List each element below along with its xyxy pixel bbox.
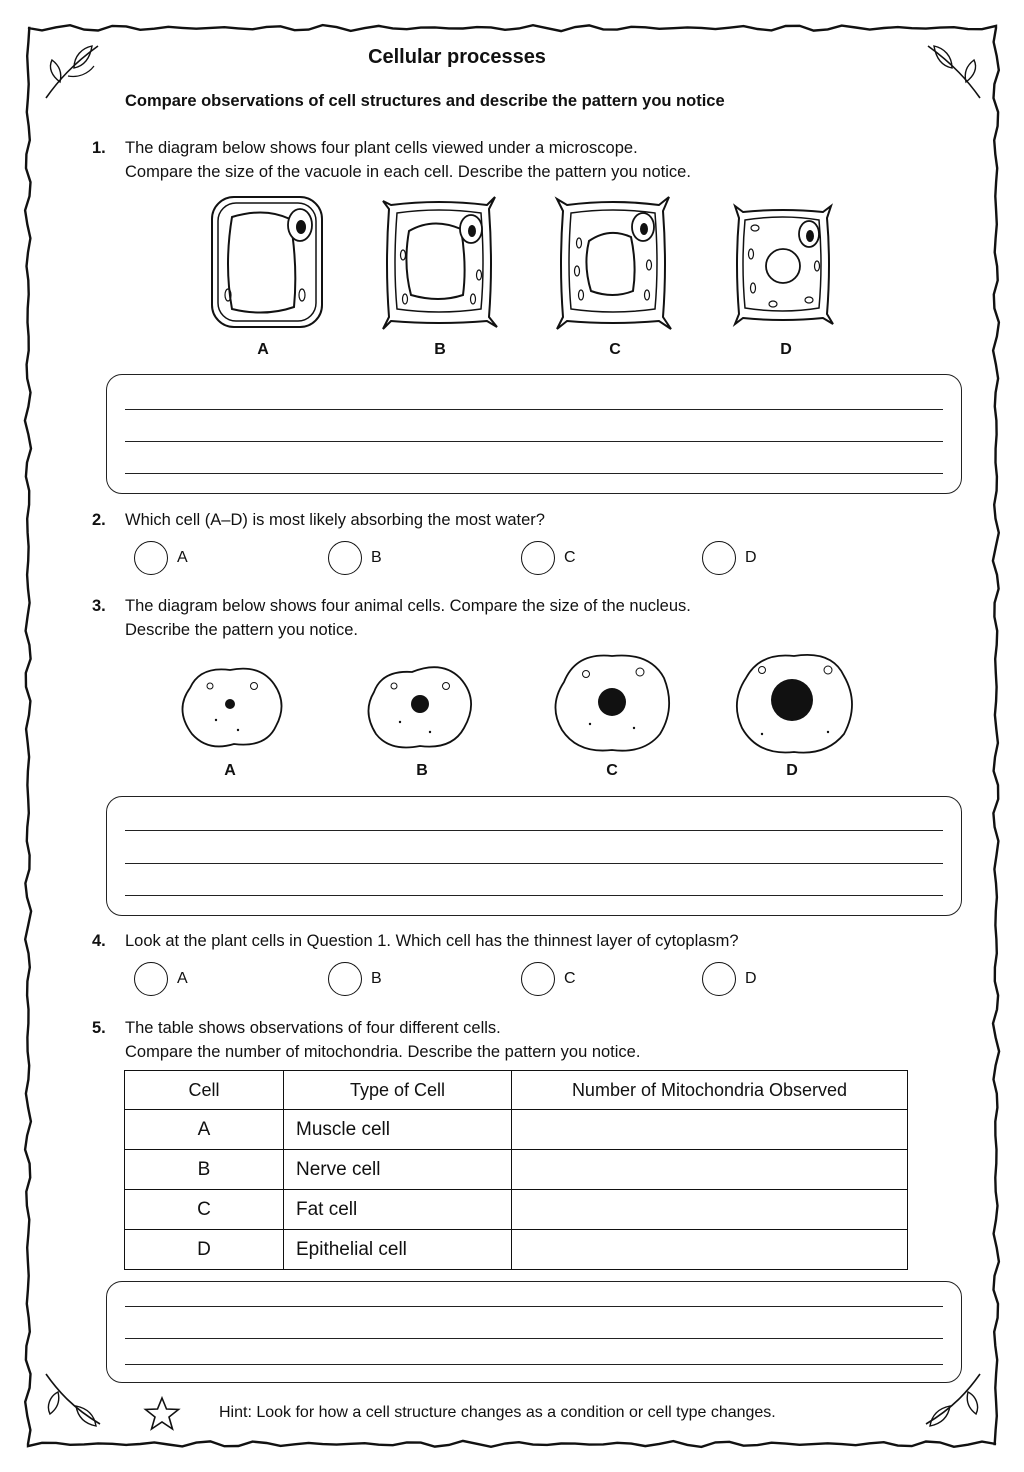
- writing-line: [125, 895, 943, 896]
- plant-cell-label: A: [257, 341, 269, 358]
- star-icon: [143, 1396, 181, 1432]
- plant-cell-label: C: [609, 341, 621, 358]
- plant-cell-label: D: [780, 341, 792, 358]
- table-header-cell: Number of Mitochondria Observed: [512, 1071, 908, 1110]
- question-3-line-2: Describe the pattern you notice.: [125, 621, 358, 639]
- table-row: [125, 1230, 908, 1270]
- cell-type: Epithelial cell: [284, 1230, 512, 1270]
- radio-circle[interactable]: [702, 962, 736, 996]
- q4-option-b[interactable]: [328, 962, 382, 996]
- question-2-text: Which cell (A–D) is most likely absorbing the most water?: [125, 511, 545, 529]
- plant-cell-a: [212, 197, 322, 327]
- writing-line: [125, 863, 943, 864]
- question-4-number: 4.: [92, 932, 106, 950]
- mitochondria-count-input[interactable]: [512, 1190, 908, 1230]
- question-1-line-2: Compare the size of the vacuole in each cell. Describe the pattern you notice.: [125, 163, 691, 181]
- table-row: [125, 1190, 908, 1230]
- animal-cell-label: D: [786, 762, 798, 779]
- option-label: C: [564, 549, 576, 566]
- cell-type: Muscle cell: [284, 1110, 512, 1150]
- option-label: B: [371, 549, 382, 566]
- q4-option-d[interactable]: [702, 962, 757, 996]
- radio-circle[interactable]: [134, 962, 168, 996]
- question-3-number: 3.: [92, 597, 106, 615]
- question-3-line-1: The diagram below shows four animal cells. Compare the size of the nucleus.: [125, 597, 691, 615]
- animal-cell-d: [737, 655, 852, 753]
- radio-circle[interactable]: [328, 541, 362, 575]
- answer-box-question-1[interactable]: [106, 374, 962, 494]
- option-label: D: [745, 549, 757, 566]
- question-5-text: [125, 1016, 640, 1064]
- cell-type: Nerve cell: [284, 1150, 512, 1190]
- answer-box-question-5[interactable]: [106, 1281, 962, 1383]
- plant-cell-c: [557, 197, 671, 329]
- animal-cell-a: [182, 669, 281, 747]
- table-row: [125, 1110, 908, 1150]
- plant-cell-label: B: [434, 341, 446, 358]
- question-1-number: 1.: [92, 139, 106, 157]
- leaf-sprig-icon: [918, 36, 988, 106]
- animal-cell-label: C: [606, 762, 618, 779]
- radio-circle[interactable]: [134, 541, 168, 575]
- table-header-row: [125, 1071, 908, 1110]
- leaf-sprig-icon: [38, 1366, 108, 1436]
- q2-option-c[interactable]: [521, 541, 576, 575]
- cell-letter: A: [125, 1110, 284, 1150]
- animal-cells-diagram: [170, 648, 860, 758]
- q2-option-d[interactable]: [702, 541, 757, 575]
- writing-line: [125, 441, 943, 442]
- q2-option-a[interactable]: [134, 541, 188, 575]
- question-4-text: Look at the plant cells in Question 1. Which cell has the thinnest layer of cytoplasm?: [125, 932, 739, 950]
- option-label: C: [564, 970, 576, 987]
- question-3-text: [125, 594, 691, 642]
- mitochondria-table: [124, 1070, 908, 1270]
- answer-box-question-3[interactable]: [106, 796, 962, 916]
- mitochondria-count-input[interactable]: [512, 1110, 908, 1150]
- plant-cell-d: [735, 206, 833, 324]
- question-2-number: 2.: [92, 511, 106, 529]
- q4-option-c[interactable]: [521, 962, 576, 996]
- hint-text: Hint: Look for how a cell structure changes as a condition or cell type changes.: [219, 1404, 776, 1421]
- question-1-text: [125, 136, 691, 184]
- option-label: A: [177, 549, 188, 566]
- animal-cell-label: A: [224, 762, 236, 779]
- cell-letter: D: [125, 1230, 284, 1270]
- page-subtitle: Compare observations of cell structures and describe the pattern you notice: [125, 92, 725, 110]
- table-header-cell: Type of Cell: [284, 1071, 512, 1110]
- q4-option-a[interactable]: [134, 962, 188, 996]
- option-label: D: [745, 970, 757, 987]
- question-5-number: 5.: [92, 1019, 106, 1037]
- writing-line: [125, 1306, 943, 1307]
- mitochondria-count-input[interactable]: [512, 1150, 908, 1190]
- writing-line: [125, 1338, 943, 1339]
- option-label: A: [177, 970, 188, 987]
- table-row: [125, 1150, 908, 1190]
- animal-cell-label: B: [416, 762, 428, 779]
- q2-option-b[interactable]: [328, 541, 382, 575]
- table-header-cell: Cell: [125, 1071, 284, 1110]
- radio-circle[interactable]: [702, 541, 736, 575]
- radio-circle[interactable]: [328, 962, 362, 996]
- radio-circle[interactable]: [521, 541, 555, 575]
- animal-cell-c: [555, 655, 669, 750]
- writing-line: [125, 473, 943, 474]
- mitochondria-count-input[interactable]: [512, 1230, 908, 1270]
- page-title: Cellular processes: [368, 46, 546, 68]
- cell-type: Fat cell: [284, 1190, 512, 1230]
- question-1-line-1: The diagram below shows four plant cells viewed under a microscope.: [125, 139, 638, 157]
- question-5-line-1: The table shows observations of four different cells.: [125, 1019, 501, 1037]
- animal-cell-b: [368, 667, 471, 747]
- writing-line: [125, 830, 943, 831]
- option-label: B: [371, 970, 382, 987]
- plant-cells-diagram: [205, 192, 845, 337]
- cell-letter: C: [125, 1190, 284, 1230]
- writing-line: [125, 1364, 943, 1365]
- radio-circle[interactable]: [521, 962, 555, 996]
- cell-letter: B: [125, 1150, 284, 1190]
- writing-line: [125, 409, 943, 410]
- plant-cell-b: [383, 197, 497, 329]
- question-5-line-2: Compare the number of mitochondria. Describe the pattern you notice.: [125, 1043, 641, 1061]
